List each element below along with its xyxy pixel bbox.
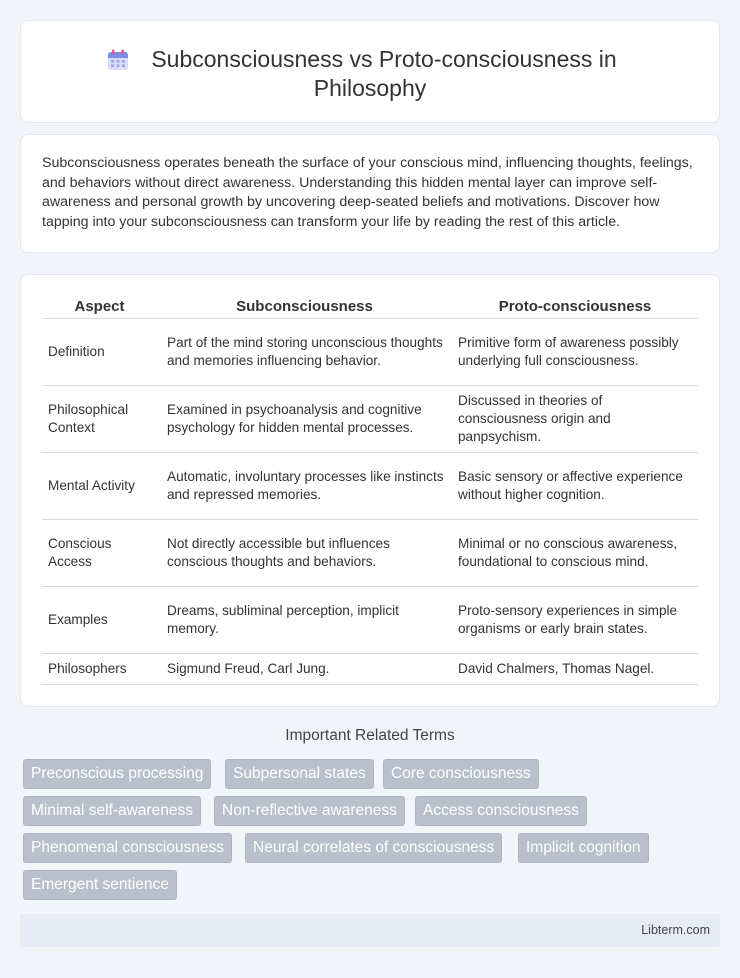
footer-site-name[interactable]: Libterm.com <box>641 923 710 937</box>
related-terms-heading: Important Related Terms <box>285 727 455 744</box>
row-proto-consciousness: Basic sensory or affective experience without higher cognition. <box>452 452 698 519</box>
row-subconsciousness: Examined in psychoanalysis and cognitive psychology for hidden mental processes. <box>157 385 452 452</box>
row-aspect: Mental Activity <box>42 452 157 519</box>
header-proto-consciousness: Proto-consciousness <box>452 295 698 318</box>
title-card <box>20 20 720 123</box>
page-title-line1: Subconsciousness vs Proto-consciousness in <box>151 46 617 72</box>
row-subconsciousness: Not directly accessible but influences conscious thoughts and behaviors. <box>157 519 452 586</box>
table-row <box>42 519 698 586</box>
table-row <box>42 653 698 684</box>
row-proto-consciousness: Proto-sensory experiences in simple organisms or early brain states. <box>452 586 698 653</box>
row-proto-consciousness: Primitive form of awareness possibly underlying full consciousness. <box>452 318 698 385</box>
row-aspect: Definition <box>42 318 157 385</box>
table-row <box>42 318 698 385</box>
related-term-tag[interactable]: Minimal self-awareness <box>23 796 201 826</box>
page-title <box>21 45 719 103</box>
header-aspect: Aspect <box>42 295 157 318</box>
row-subconsciousness: Sigmund Freud, Carl Jung. <box>157 653 452 684</box>
table-row <box>42 385 698 452</box>
related-term-tag[interactable]: Subpersonal states <box>225 759 374 789</box>
related-term-tag[interactable]: Core consciousness <box>383 759 539 789</box>
row-subconsciousness: Dreams, subliminal perception, implicit memory. <box>157 586 452 653</box>
related-term-tag[interactable]: Non-reflective awareness <box>214 796 405 826</box>
row-proto-consciousness: David Chalmers, Thomas Nagel. <box>452 653 698 684</box>
row-subconsciousness: Part of the mind storing unconscious thoughts and memories influencing behavior. <box>157 318 452 385</box>
row-subconsciousness: Automatic, involuntary processes like instincts and repressed memories. <box>157 452 452 519</box>
comparison-table <box>42 295 698 685</box>
related-term-tag[interactable]: Implicit cognition <box>518 833 649 863</box>
related-term-tag[interactable]: Preconscious processing <box>23 759 211 789</box>
footer <box>20 914 720 947</box>
intro-paragraph: Subconsciousness operates beneath the surface of your conscious mind, influencing thoughts, feelings, and behaviors without direct awareness. Understanding this hidden mental layer can improve self-awareness and personal growth by uncovering deep-seated beliefs and motivations. Discover how tapping into your subconsciousness can transform your life by reading the rest of this article. <box>42 155 693 230</box>
row-aspect: Conscious Access <box>42 519 157 586</box>
related-term-tag[interactable]: Emergent sentience <box>23 870 177 900</box>
related-term-tag[interactable]: Access consciousness <box>415 796 587 826</box>
related-term-tag[interactable]: Phenomenal consciousness <box>23 833 232 863</box>
row-proto-consciousness: Discussed in theories of consciousness origin and panpsychism. <box>452 385 698 452</box>
table-header-row <box>42 295 698 318</box>
header-subconsciousness: Subconsciousness <box>157 295 452 318</box>
row-aspect: Philosophers <box>42 653 157 684</box>
page-title-line2: Philosophy <box>313 75 427 101</box>
table-row <box>42 586 698 653</box>
intro-card <box>20 134 720 253</box>
related-term-tag[interactable]: Neural correlates of consciousness <box>245 833 502 863</box>
row-aspect: Examples <box>42 586 157 653</box>
row-aspect: Philosophical Context <box>42 385 157 452</box>
row-proto-consciousness: Minimal or no conscious awareness, foundational to conscious mind. <box>452 519 698 586</box>
comparison-card <box>20 274 720 707</box>
table-row <box>42 452 698 519</box>
